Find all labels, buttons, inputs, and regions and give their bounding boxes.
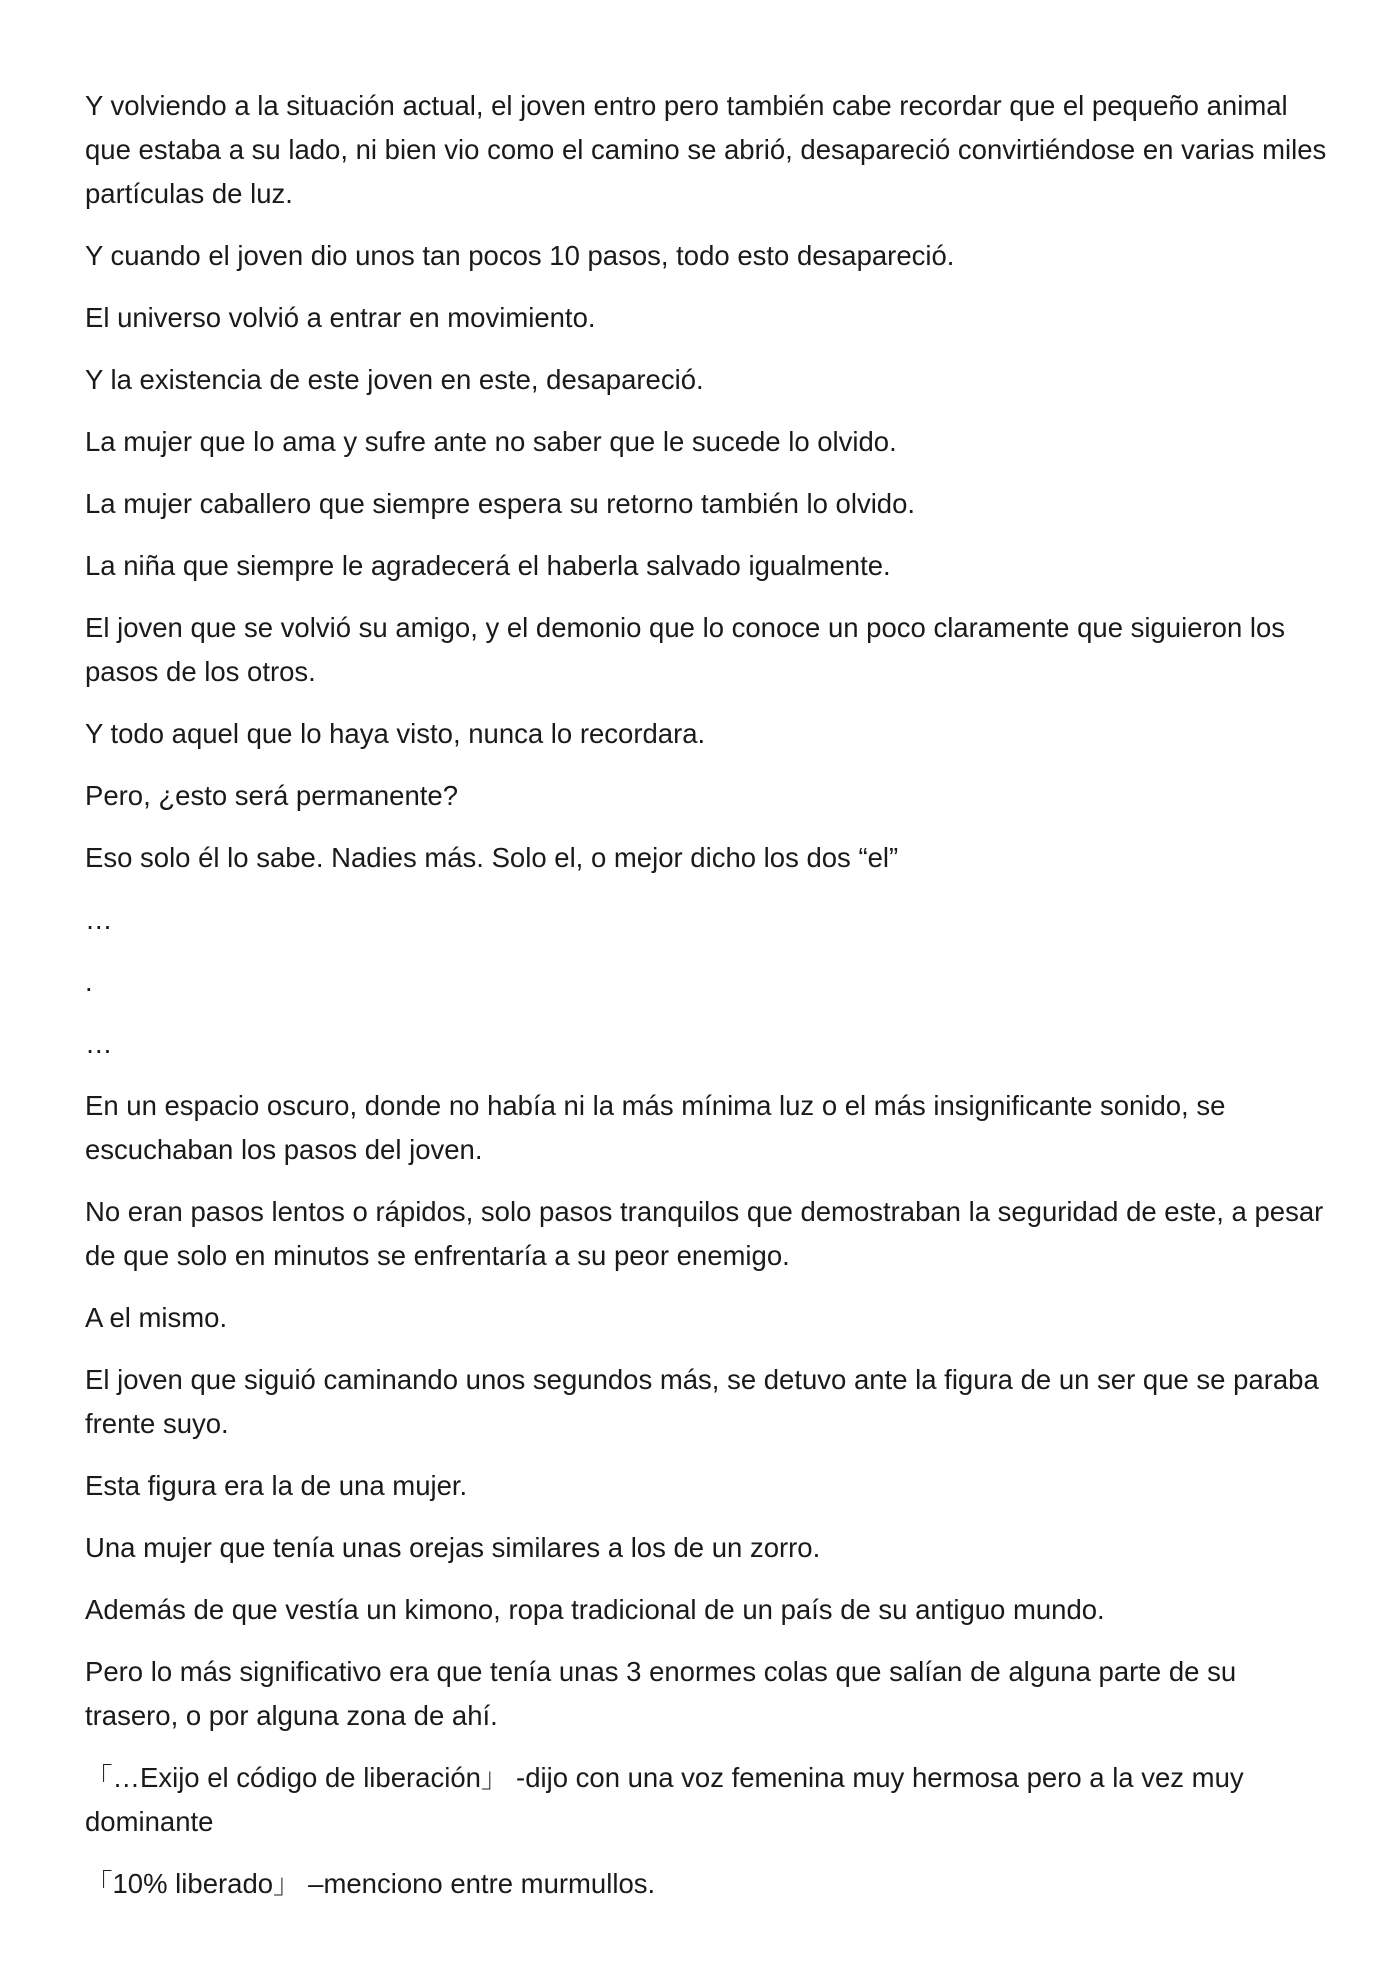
paragraph: No eran pasos lentos o rápidos, solo pasos tranquilos que demostraban la seguridad de este, a pesar de que solo en minutos se enfrentaría a su peor enemigo.: [85, 1196, 1324, 1271]
paragraph: Pero, ¿esto será permanente?: [85, 780, 458, 811]
paragraph: A el mismo.: [85, 1302, 228, 1333]
dialogue-paragraph: 「…Exijo el código de liberación」 -dijo con una voz femenina muy hermosa pero a la vez muy dominante: [85, 1762, 1244, 1837]
paragraph: El universo volvió a entrar en movimiento.: [85, 302, 596, 333]
dialogue-paragraph: 「10% liberado」 –menciono entre murmullos.: [85, 1868, 656, 1899]
paragraph: Y todo aquel que lo haya visto, nunca lo recordara.: [85, 718, 706, 749]
paragraph: Una mujer que tenía unas orejas similares a los de un zorro.: [85, 1532, 821, 1563]
scene-break: .: [85, 966, 93, 997]
paragraph: La mujer que lo ama y sufre ante no saber que le sucede lo olvido.: [85, 426, 897, 457]
paragraph: En un espacio oscuro, donde no había ni la más mínima luz o el más insignificante sonido, se escuchaban los pasos del joven.: [85, 1090, 1226, 1165]
paragraph: Pero lo más significativo era que tenía unas 3 enormes colas que salían de alguna parte de su trasero, o por alguna zona de ahí.: [85, 1656, 1237, 1731]
paragraph: El joven que se volvió su amigo, y el demonio que lo conoce un poco claramente que siguieron los pasos de los otros.: [85, 612, 1286, 687]
paragraph: El joven que siguió caminando unos segundos más, se detuvo ante la figura de un ser que se paraba frente suyo.: [85, 1364, 1319, 1439]
paragraph: Y volviendo a la situación actual, el joven entro pero también cabe recordar que el pequeño animal que estaba a su lado, ni bien vio como el camino se abrió, desapareció convirtiéndose en varias miles partículas de luz.: [85, 90, 1327, 209]
scene-break: …: [85, 904, 113, 935]
paragraph: Esta figura era la de una mujer.: [85, 1470, 468, 1501]
document-page: [85, 84, 1335, 1924]
paragraph: Además de que vestía un kimono, ropa tradicional de un país de su antiguo mundo.: [85, 1594, 1105, 1625]
paragraph: Y cuando el joven dio unos tan pocos 10 pasos, todo esto desapareció.: [85, 240, 955, 271]
paragraph: Y la existencia de este joven en este, desapareció.: [85, 364, 704, 395]
paragraph: La mujer caballero que siempre espera su retorno también lo olvido.: [85, 488, 916, 519]
paragraph: Eso solo él lo sabe. Nadies más. Solo el, o mejor dicho los dos “el”: [85, 842, 899, 873]
paragraph: La niña que siempre le agradecerá el haberla salvado igualmente.: [85, 550, 891, 581]
scene-break: …: [85, 1028, 113, 1059]
